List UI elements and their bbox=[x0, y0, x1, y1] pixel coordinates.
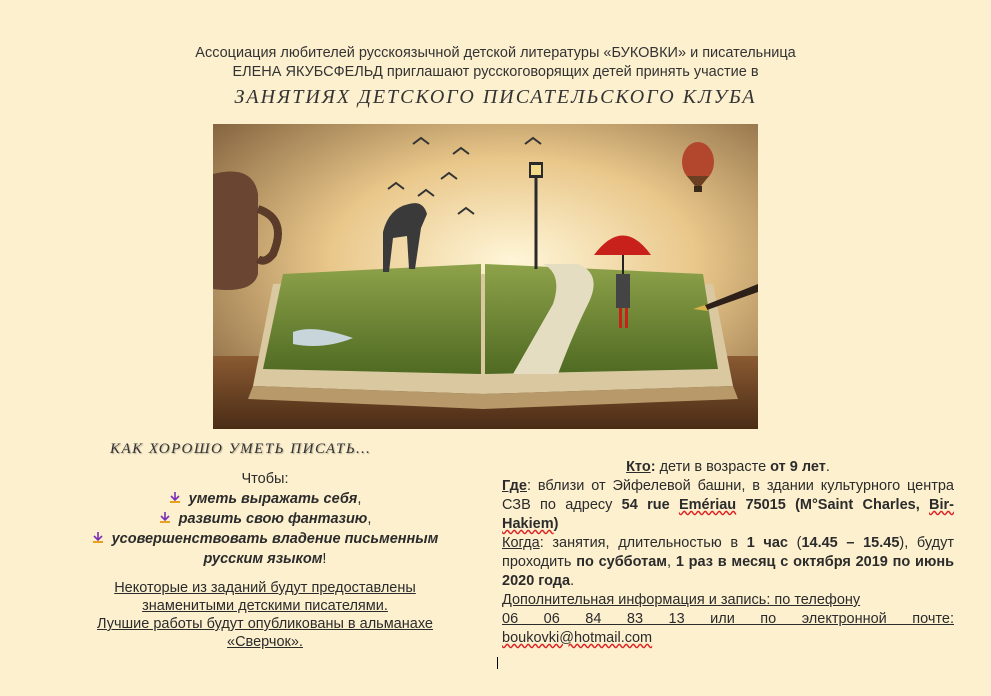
time-range: 14.45 – 15.45 bbox=[801, 535, 900, 551]
who-colon: : bbox=[650, 459, 656, 475]
arrow-bullet-icon bbox=[92, 532, 104, 544]
when-text: : занятия, длительностью в bbox=[539, 535, 747, 551]
event-details bbox=[502, 458, 954, 648]
where-paragraph bbox=[502, 477, 954, 534]
who-label: Кто bbox=[626, 459, 651, 475]
who-line bbox=[502, 458, 954, 477]
note-line: знаменитыми детскими писателями. bbox=[142, 598, 388, 614]
goals-intro: Чтобы: bbox=[241, 471, 289, 487]
when-paragraph bbox=[502, 534, 954, 591]
when-end: . bbox=[570, 573, 575, 589]
goal-item-3 bbox=[60, 529, 470, 569]
goal-text-continued: русским языком bbox=[203, 551, 323, 567]
goal-tail: , bbox=[367, 511, 372, 527]
goal-tail: , bbox=[357, 491, 362, 507]
goal-item-2 bbox=[60, 509, 470, 529]
duration: 1 час bbox=[746, 535, 788, 551]
text-cursor bbox=[497, 657, 498, 669]
who-end: . bbox=[825, 459, 830, 475]
header-line-1: Ассоциация любителей русскоязычной детской литературы «БУКОВКИ» и писательница bbox=[195, 45, 796, 61]
where-text: : вблизи от Эйфелевой башни, в здании культурного центра СЗВ по адресу bbox=[502, 478, 954, 513]
when-text: ), будут проходить bbox=[502, 535, 955, 570]
frequency: 1 раз в месяц с октября 2019 по июнь 2020 года bbox=[502, 554, 955, 589]
header bbox=[0, 44, 991, 109]
book-illustration bbox=[213, 124, 758, 429]
goals-list bbox=[60, 469, 470, 569]
header-line-2: ЕЛЕНА ЯКУБСФЕЛЬД приглашают русскоговорящих детей принять участие в bbox=[232, 64, 759, 80]
goal-tail: ! bbox=[322, 551, 327, 567]
address-part: ) bbox=[553, 516, 559, 532]
page-title: ЗАНЯТИЯХ ДЕТСКОГО ПИСАТЕЛЬСКОГО КЛУБА bbox=[234, 86, 757, 108]
arrow-bullet-icon bbox=[159, 512, 171, 524]
note-line: Лучшие работы будут опубликованы в альманахе bbox=[97, 616, 433, 632]
info-line: Дополнительная информация и запись: по телефону bbox=[502, 592, 861, 608]
address-part: 75015 (M°Saint Charles, bbox=[736, 497, 930, 513]
arrow-bullet-icon bbox=[169, 492, 181, 504]
notes bbox=[60, 579, 470, 651]
phone-line[interactable]: 06 06 84 83 13 или по электронной почте: bbox=[502, 611, 954, 627]
who-age: от 9 лет bbox=[770, 459, 826, 475]
when-label: Когда bbox=[502, 535, 540, 551]
goal-text: уметь выражать себя bbox=[188, 491, 358, 507]
note-line: Некоторые из заданий будут предоставлены bbox=[114, 580, 416, 596]
where-label: Где bbox=[502, 478, 527, 494]
address-metro: Bir-Hakiem bbox=[502, 497, 954, 532]
section-title: КАК ХОРОШО УМЕТЬ ПИСАТЬ… bbox=[110, 441, 371, 457]
note-line: «Сверчок». bbox=[227, 634, 303, 650]
weekday: по субботам bbox=[576, 554, 668, 570]
when-text: ( bbox=[787, 535, 802, 551]
address-street: Emériau bbox=[678, 497, 737, 513]
when-text: , bbox=[667, 554, 676, 570]
who-text: дети в возрасте bbox=[655, 459, 771, 475]
goal-text: усовершенствовать владение письменным bbox=[111, 531, 439, 547]
goal-text: развить свою фантазию bbox=[178, 511, 368, 527]
email-link[interactable]: boukovki@hotmail.com bbox=[502, 630, 653, 646]
goal-item-1 bbox=[60, 489, 470, 509]
address-part: 54 rue bbox=[621, 497, 679, 513]
